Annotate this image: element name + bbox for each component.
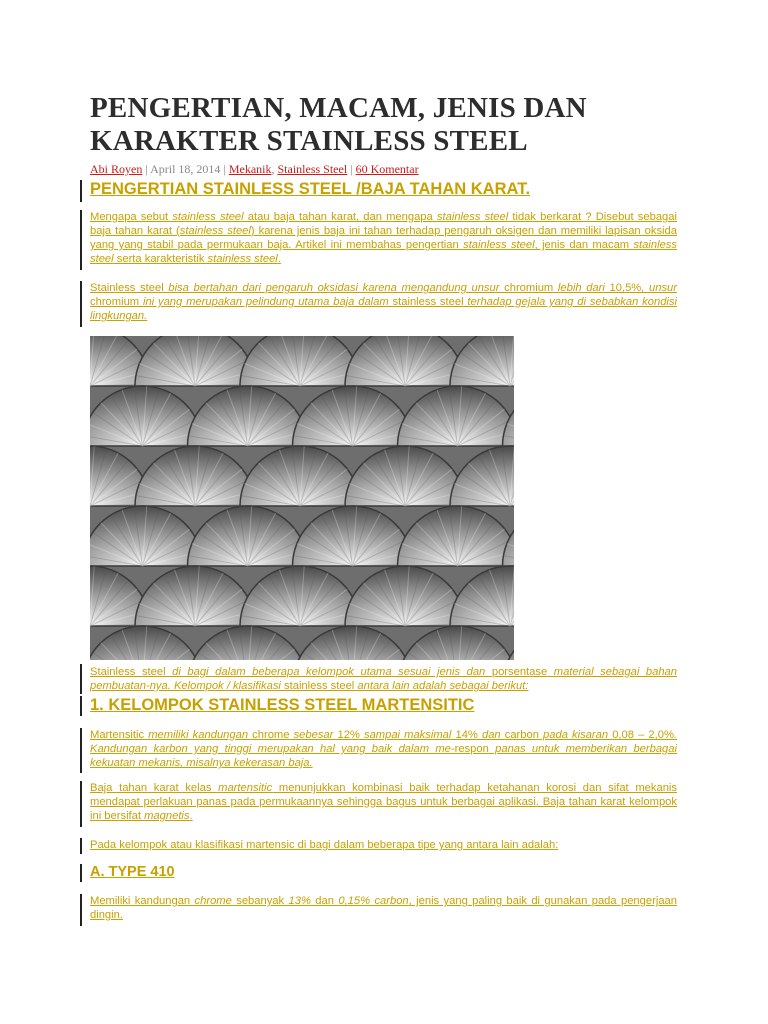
italic-term: magnetis (144, 810, 190, 822)
text-run: Stainless steel (90, 666, 166, 678)
quote-bar (80, 781, 82, 827)
steel-fan-tile (240, 336, 360, 386)
steel-fan-tile (293, 626, 413, 660)
heading-bar (80, 864, 82, 882)
section-heading-martensitic[interactable]: 1. KELOMPOK STAINLESS STEEL MARTENSITIC (90, 696, 475, 714)
steel-fan-tile (90, 506, 203, 566)
article-title: PENGERTIAN, MACAM, JENIS DAN KARAKTER STAINLESS STEEL (90, 92, 587, 157)
text-run: 10,5% (609, 282, 642, 294)
text-run: Stainless steel (90, 282, 164, 294)
author-link[interactable]: Abi Royen (90, 162, 143, 176)
stainless-steel-texture-image (90, 336, 514, 660)
text-run: serta karakteristik (113, 253, 208, 265)
quote-bar (80, 664, 82, 694)
quote-bar (80, 894, 82, 926)
italic-term: , unsur (641, 282, 677, 294)
italic-term: sebesar (289, 729, 338, 741)
steel-fan-tile (188, 386, 308, 446)
category-link-stainless-steel[interactable]: Stainless Steel (277, 162, 348, 176)
steel-fan-tile (345, 446, 465, 506)
italic-term: stainless steel (463, 239, 535, 251)
steel-fan-tile (345, 566, 465, 626)
paragraph-4[interactable] (90, 728, 677, 770)
quote-bar (80, 210, 82, 270)
steel-fan-tile (450, 336, 514, 386)
quote-bar (80, 838, 82, 854)
meta-comma: , (271, 162, 278, 176)
steel-fan-tile (398, 386, 515, 446)
text-run: chrome (252, 729, 290, 741)
text-run: 0,08 – 2,0% (612, 729, 674, 741)
meta-sep: | (223, 162, 229, 176)
text-run: stainless steel (392, 296, 464, 308)
paragraph-5[interactable] (90, 781, 677, 823)
text-run: dan (310, 895, 339, 907)
post-date: April 18, 2014 (150, 162, 221, 176)
comments-link[interactable]: 60 Komentar (355, 162, 419, 176)
steel-fan-tile (398, 626, 515, 660)
steel-fan-tile (135, 566, 255, 626)
italic-term: sampai maksimal (359, 729, 456, 741)
text-run: atau baja tahan karat, dan mengapa (243, 211, 437, 223)
italic-term: stainless steel (436, 211, 509, 223)
steel-fan-tile (135, 336, 255, 386)
italic-term: terhadap gejala yang di sebabkan kondisi lingkungan. (90, 296, 677, 322)
steel-fan-tile (293, 386, 413, 446)
text-run: ) karena jenis baja ini tahan terhadap pengaruh oksigen dan memiliki lapisan oksida yang yang stabil pada permukaan baja. Artikel ini membahas pengertian (90, 225, 677, 251)
steel-fan-tile (90, 626, 203, 660)
steel-fan-tile (135, 446, 255, 506)
quote-bar (80, 281, 82, 327)
text-run: Mengapa sebut (90, 211, 173, 223)
steel-fan-tile (450, 566, 514, 626)
italic-term: memiliki kandungan (144, 729, 253, 741)
paragraph-3[interactable] (90, 665, 677, 693)
steel-fan-tile (450, 446, 514, 506)
paragraph-2[interactable] (90, 281, 677, 323)
italic-term: martensitic (218, 782, 273, 794)
paragraph-7[interactable] (90, 894, 677, 922)
category-link-mekanik[interactable]: Mekanik (228, 162, 272, 176)
text-run: , jenis dan macam (534, 239, 634, 251)
quote-bar (80, 728, 82, 773)
text-run: sebanyak (231, 895, 289, 907)
italic-term: ini yang merupakan pelindung utama baja dalam (139, 296, 393, 308)
italic-term: . Kandungan karbon yang tinggi merupakan hal yang baik dalam me- (90, 729, 677, 755)
steel-fan-tile (240, 566, 360, 626)
steel-pattern-svg (90, 336, 514, 660)
text-run: . (277, 253, 281, 265)
text-run: , jenis yang paling baik di gunakan pada pengerjaan dingin. (90, 895, 677, 921)
steel-fan-tile (188, 506, 308, 566)
text-run: 12% (337, 729, 360, 741)
italic-term: pada kisaran (538, 729, 613, 741)
steel-fan-tile (240, 446, 360, 506)
text-run: respon (454, 743, 489, 755)
steel-fan-tile (345, 336, 465, 386)
text-run: tidak berkarat ? Disebut sebagai baja tahan karat ( (90, 211, 677, 237)
meta-sep: | (145, 162, 151, 176)
text-run: Martensitic (90, 729, 145, 741)
text-run: stainless steel (284, 680, 355, 692)
italic-term: dan (477, 729, 505, 741)
steel-fan-tile (188, 626, 308, 660)
text-run: Baja tahan karat kelas (90, 782, 219, 794)
text-run: menunjukkan kombinasi baik terhadap ketahanan korosi dan sifat mekanis mendapat perlakuan panas pada permukaannya sehingga bagus untuk berbagai aplikasi. Baja tahan karat kelompok ini bersifat (90, 782, 677, 822)
section-heading[interactable]: PENGERTIAN STAINLESS STEEL /BAJA TAHAN KARAT. (90, 180, 531, 198)
italic-term: antara lain adalah sebagai berikut: (354, 680, 529, 692)
text-run: 14% (455, 729, 478, 741)
steel-fan-tile (90, 386, 203, 446)
paragraph-6[interactable]: Pada kelompok atau klasifikasi martensic di bagi dalam beberapa tipe yang antara lain adalah: (90, 839, 559, 851)
meta-sep: | (350, 162, 356, 176)
steel-fan-tile (398, 506, 515, 566)
heading-bar (80, 180, 82, 202)
italic-term: stainless steel (90, 239, 677, 265)
italic-term: stainless steel (172, 211, 244, 223)
paragraph-1[interactable] (90, 210, 677, 266)
text-run: chromium (504, 282, 554, 294)
italic-term: stainless steel (207, 253, 278, 265)
text-run: . (189, 810, 193, 822)
heading-bar (80, 696, 82, 716)
steel-fan-tile (293, 506, 413, 566)
italic-term: chrome (194, 895, 232, 907)
italic-term: bisa bertahan dari pengaruh oksidasi karena mengandung unsur (163, 282, 505, 294)
italic-term: lebih dari (553, 282, 610, 294)
italic-term: 0,15% carbon (338, 895, 409, 907)
italic-term: di bagi dalam beberapa kelompok utama sesuai jenis dan (165, 666, 492, 678)
subsection-heading-type-410[interactable]: A. TYPE 410 (90, 864, 175, 880)
text-run: chromium (90, 296, 140, 308)
post-meta (90, 162, 419, 177)
italic-term: 13% (288, 895, 311, 907)
italic-term: material sebagai bahan pembuatan-nya. Kelompok / klasifikasi (90, 666, 677, 692)
text-run: porsentase (491, 666, 548, 678)
text-run: Memiliki kandungan (90, 895, 195, 907)
italic-term: panas untuk memberikan berbagai kekuatan mekanis, misalnya kekerasan baja. (90, 743, 677, 769)
text-run: carbon (504, 729, 539, 741)
italic-term: stainless steel (179, 225, 251, 237)
